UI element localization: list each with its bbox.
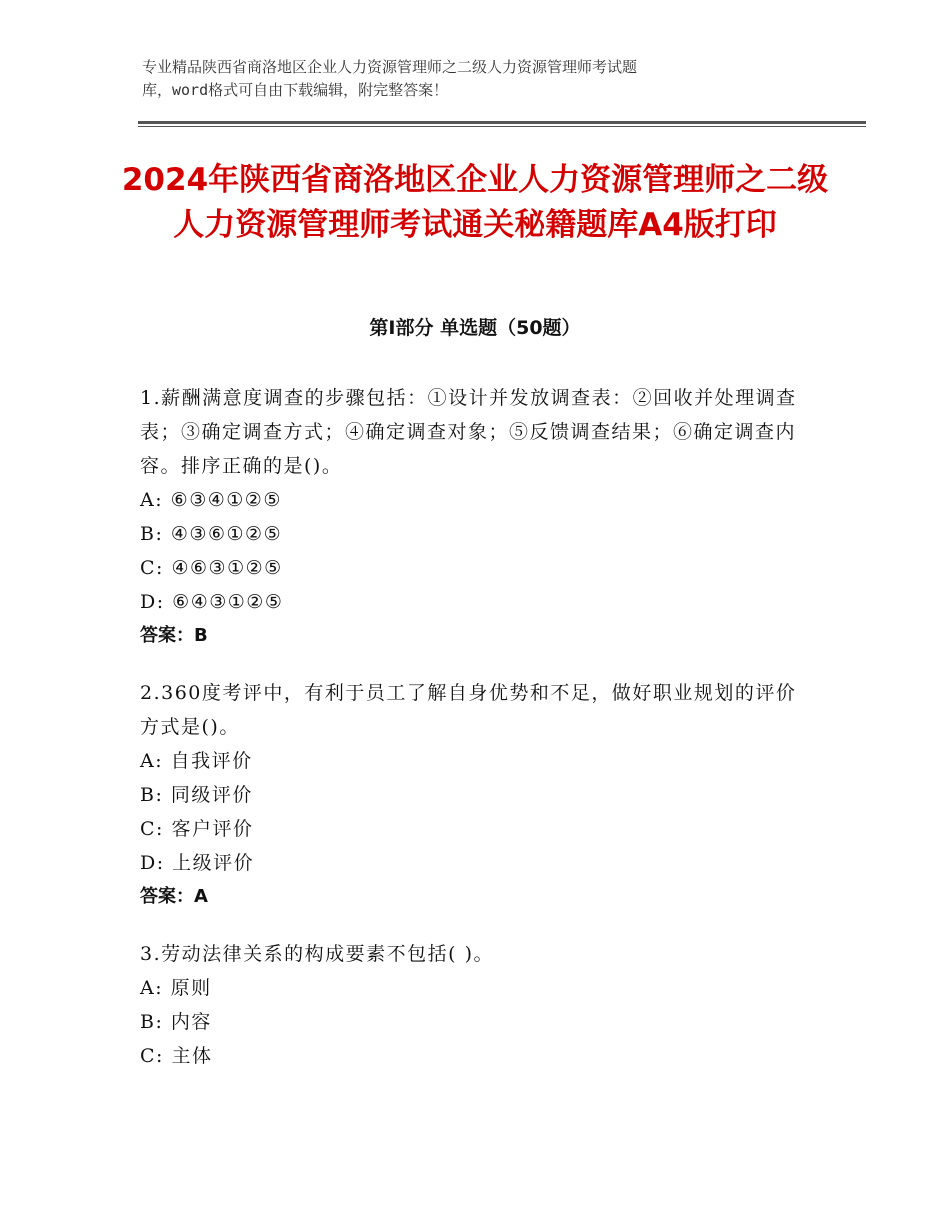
header-divider-thin (138, 126, 866, 127)
question-3 (140, 937, 810, 1073)
question-stem: 3.劳动法律关系的构成要素不包括( )。 (140, 943, 494, 965)
option-a: A: 自我评价 (140, 750, 253, 772)
option-c: C: 主体 (140, 1045, 213, 1067)
section-title: 第Ⅰ部分 单选题（50题） (369, 317, 581, 339)
document-title: 2024年陕西省商洛地区企业人力资源管理师之二级人力资源管理师考试通关秘籍题库A4版打印 (121, 162, 829, 243)
option-b: B: ④③⑥①②⑤ (140, 523, 283, 545)
option-a: A: ⑥③④①②⑤ (140, 489, 282, 511)
option-d: D: 上级评价 (140, 852, 255, 874)
option-c: C: 客户评价 (140, 818, 254, 840)
option-d: D: ⑥④③①②⑤ (140, 591, 284, 613)
option-a: A: 原则 (140, 977, 212, 999)
answer-label: 答案：A (140, 886, 208, 907)
header-divider-thick (138, 121, 866, 124)
question-1 (140, 381, 810, 653)
option-b: B: 同级评价 (140, 784, 253, 806)
option-b: B: 内容 (140, 1011, 212, 1033)
question-stem: 1.薪酬满意度调查的步骤包括：①设计并发放调查表：②回收并处理调查表；③确定调查方式；④确定调查对象；⑤反馈调查结果；⑥确定调查内容。排序正确的是()。 (140, 387, 797, 477)
question-list (140, 381, 810, 1096)
question-2 (140, 676, 810, 914)
question-stem: 2.360度考评中，有利于员工了解自身优势和不足，做好职业规划的评价方式是()。 (140, 682, 797, 738)
answer-label: 答案：B (140, 625, 208, 646)
option-c: C: ④⑥③①②⑤ (140, 557, 283, 579)
header-note: 专业精品陕西省商洛地区企业人力资源管理师之二级人力资源管理师考试题 库，word格式可自由下载编辑，附完整答案！ (142, 58, 638, 99)
